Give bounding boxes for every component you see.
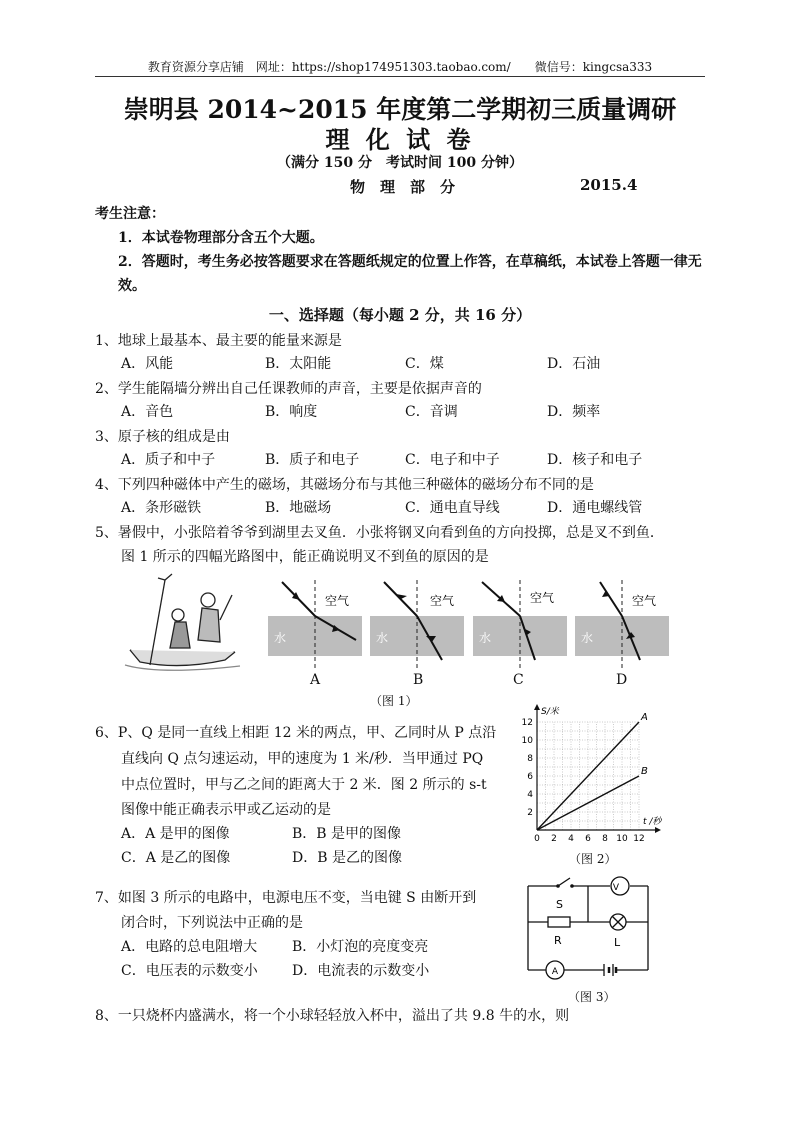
voltmeter-label: V — [612, 883, 620, 893]
q4-option-d: D．通电螺线管 — [547, 500, 643, 516]
q7-line-2: 闭合时，下列说法中正确的是 — [121, 915, 303, 931]
panel-d-air-label: 空气 — [632, 594, 657, 608]
panel-a-water-label: 水 — [274, 631, 287, 645]
panel-label-c: C — [513, 672, 524, 688]
q6-line-2: 直线向 Q 点匀速运动，甲的速度为 1 米/秒．当甲通过 PQ — [121, 751, 484, 767]
y-tick-label: 10 — [521, 736, 533, 746]
q6-option-b: B．B 是甲的图像 — [292, 826, 402, 842]
q6-line-1: 6、P、Q 是同一直线上相距 12 米的两点，甲、乙同时从 P 点沿 — [95, 725, 497, 741]
q7-option-d: D．电流表的示数变小 — [292, 963, 430, 979]
q5-stem-1: 5、暑假中，小张陪着爷爷到湖里去叉鱼．小张将钢叉向看到鱼的方向投掷，总是叉不到鱼． — [95, 525, 664, 541]
figure-3-circuit — [520, 872, 660, 982]
exam-subtitle: 理 化 试 卷 — [325, 125, 475, 154]
panel-d-water-label: 水 — [581, 631, 594, 645]
q6-line-3: 中点位置时，甲与乙之间的距离大于 2 米．图 2 所示的 s-t — [121, 777, 487, 793]
q2-option-b: B．响度 — [265, 404, 318, 420]
q1-option-b: B．太阳能 — [265, 356, 332, 372]
series-label-a: A — [641, 712, 648, 723]
q5-stem-2: 图 1 所示的四幅光路图中，能正确说明叉不到鱼的原因的是 — [121, 549, 489, 565]
figure-2-chart — [515, 700, 675, 845]
switch-blade — [558, 878, 570, 886]
resistor-icon — [548, 917, 570, 927]
y-axis-arrow — [534, 704, 540, 710]
page-header: 教育资源分享店铺 网址：https://shop174951303.taobao.com/ 微信号：kingcsa333 — [147, 60, 653, 74]
y-axis-label: S/米 — [541, 707, 559, 717]
panel-b — [370, 580, 464, 668]
q6-option-c: C．A 是乙的图像 — [121, 850, 231, 866]
q2-stem: 2、学生能隔墙分辨出自己任课教师的声音，主要是依据声音的 — [95, 381, 482, 397]
panel-c-air-label: 空气 — [530, 591, 555, 605]
x-axis-arrow — [655, 827, 661, 833]
notice-item-2-cont: 效。 — [118, 278, 146, 294]
q1-option-c: C．煤 — [405, 356, 444, 372]
q7-line-1: 7、如图 3 所示的电路中，电源电压不变，当电键 S 由断开到 — [95, 890, 477, 906]
q6-option-d: D．B 是乙的图像 — [292, 850, 402, 866]
x-axis-label: t /秒 — [643, 817, 662, 827]
panel-c-water-label: 水 — [479, 631, 492, 645]
panel-c — [473, 580, 567, 668]
resistor-label: R — [554, 934, 562, 947]
q7-option-a: A．电路的总电阻增大 — [121, 939, 258, 955]
q7-option-b: B．小灯泡的亮度变亮 — [292, 939, 429, 955]
figure-3-caption: （图 3） — [568, 990, 616, 1004]
q2-option-c: C．音调 — [405, 404, 458, 420]
q4-option-a: A．条形磁铁 — [121, 500, 202, 516]
q4-option-c: C．通电直导线 — [405, 500, 500, 516]
x-tick-label: 10 — [616, 834, 628, 844]
q3-option-b: B．质子和电子 — [265, 452, 360, 468]
panel-label-b: B — [413, 672, 424, 688]
q4-option-b: B．地磁场 — [265, 500, 332, 516]
figure-2-caption: （图 2） — [569, 852, 617, 866]
y-tick-label: 4 — [527, 790, 533, 800]
section-title: 一、选择题（每小题 2 分，共 16 分） — [268, 306, 532, 324]
notice-item-1: 1．本试卷物理部分含五个大题。 — [118, 230, 324, 246]
notice-item-2: 2．答题时，考生务必按答题要求在答题纸规定的位置上作答，在草稿纸，本试卷上答题一律无 — [118, 254, 702, 270]
notice-heading: 考生注意： — [95, 206, 165, 222]
q3-option-d: D．核子和电子 — [547, 452, 643, 468]
ammeter-label: A — [551, 967, 559, 977]
q3-option-a: A．质子和中子 — [121, 452, 216, 468]
q2-option-d: D．频率 — [547, 404, 601, 420]
q3-option-c: C．电子和中子 — [405, 452, 500, 468]
y-tick-label: 8 — [527, 754, 533, 764]
q6-option-a: A．A 是甲的图像 — [121, 826, 230, 842]
q2-option-a: A．音色 — [121, 404, 174, 420]
y-tick-label: 2 — [527, 808, 533, 818]
part-label: 物 理 部 分 — [350, 178, 456, 196]
q1-option-a: A．风能 — [121, 356, 174, 372]
q3-stem: 3、原子核的组成是由 — [95, 429, 230, 445]
x-tick-label: 6 — [585, 834, 591, 844]
q4-stem: 4、下列四种磁体中产生的磁场，其磁场分布与其他三种磁体的磁场分布不同的是 — [95, 477, 594, 493]
x-tick-label: 8 — [602, 834, 608, 844]
panel-a — [268, 580, 362, 668]
q7-option-c: C．电压表的示数变小 — [121, 963, 258, 979]
panel-label-d: D — [616, 672, 628, 688]
lamp-label: L — [614, 936, 621, 949]
exam-date: 2015.4 — [580, 176, 638, 194]
series-label-b: B — [641, 766, 648, 777]
panel-d — [575, 580, 669, 668]
panel-a-air-label: 空气 — [325, 594, 350, 608]
x-tick-label: 0 — [534, 834, 540, 844]
x-tick-label: 4 — [568, 834, 574, 844]
figure-1-caption: （图 1） — [370, 694, 418, 708]
panel-b-water-label: 水 — [376, 631, 389, 645]
q8-stem: 8、一只烧杯内盛满水，将一个小球轻轻放入杯中，溢出了共 9.8 牛的水，则 — [95, 1008, 570, 1024]
fisherman-illustration — [125, 574, 240, 670]
y-tick-label: 6 — [527, 772, 533, 782]
exam-title: 崇明县 2014~2015 年度第二学期初三质量调研 — [123, 95, 677, 124]
panel-label-a: A — [310, 672, 321, 688]
q6-line-4: 图像中能正确表示甲或乙运动的是 — [121, 802, 331, 818]
header-rule — [95, 76, 705, 77]
x-tick-label: 12 — [633, 834, 645, 844]
panel-b-air-label: 空气 — [430, 594, 455, 608]
q1-option-d: D．石油 — [547, 356, 601, 372]
switch-label: S — [556, 898, 563, 911]
exam-info: （满分 150 分 考试时间 100 分钟） — [277, 155, 523, 171]
figure-1 — [120, 570, 680, 710]
x-tick-label: 2 — [551, 834, 557, 844]
y-tick-label: 12 — [521, 718, 533, 728]
lamp-icon — [610, 914, 626, 930]
q1-stem: 1、地球上最基本、最主要的能量来源是 — [95, 333, 342, 349]
